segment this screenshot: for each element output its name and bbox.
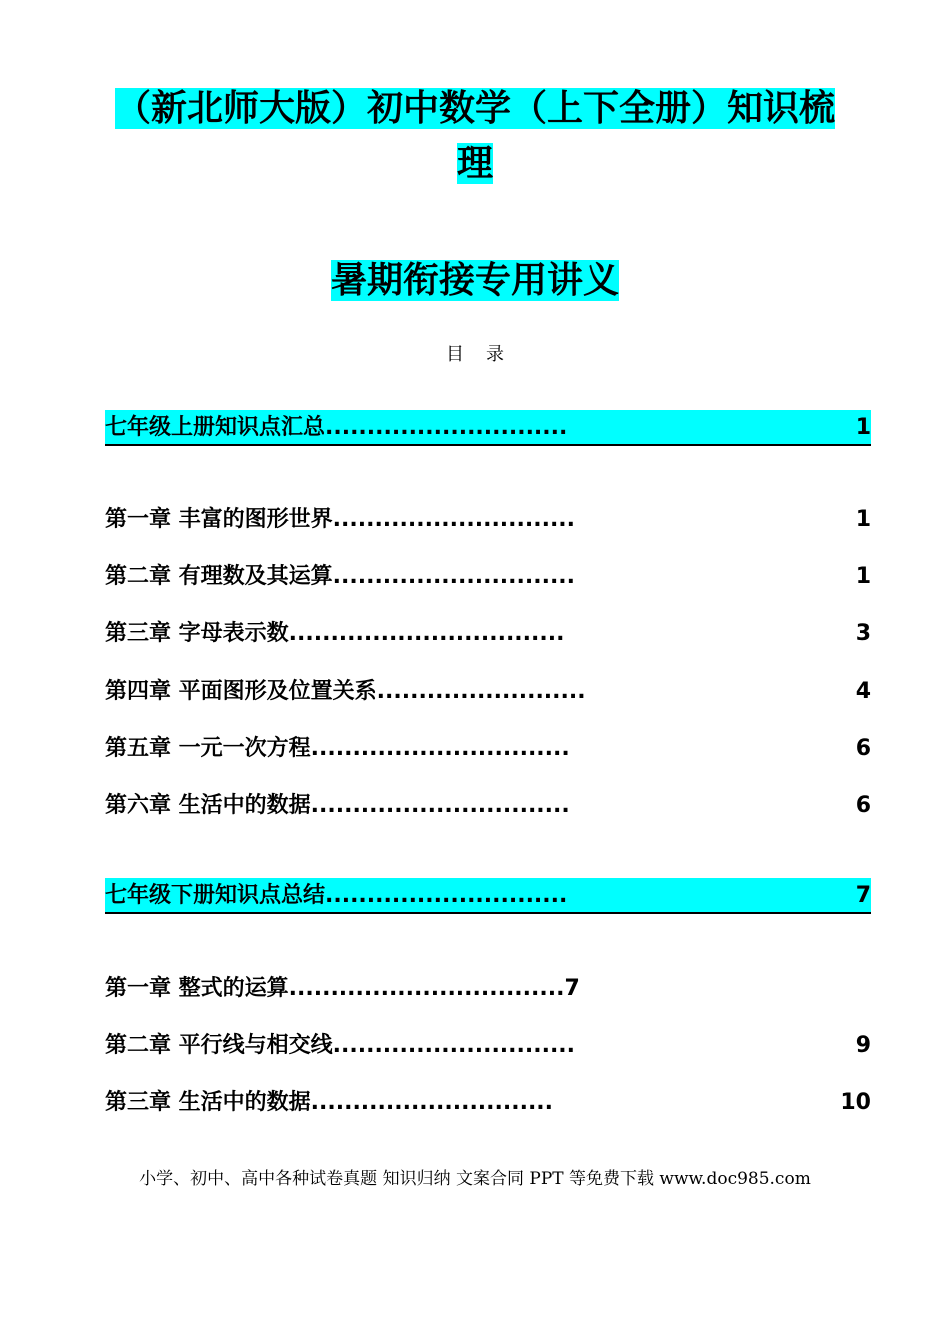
subtitle-text: 暑期衔接专用讲义 bbox=[330, 260, 619, 301]
toc-entry-text: 第五章 一元一次方程............................... bbox=[105, 736, 570, 761]
toc-entry-text: 七年级上册知识点汇总............................. bbox=[105, 415, 568, 440]
toc-item[interactable] bbox=[105, 616, 871, 652]
document-title-line-2 bbox=[0, 141, 950, 187]
toc-item[interactable] bbox=[105, 731, 871, 767]
toc-item[interactable] bbox=[105, 788, 871, 824]
title-text-1: （新北师大版）初中数学（上下全册）知识梳 bbox=[114, 88, 835, 129]
toc-item[interactable] bbox=[105, 1028, 871, 1064]
toc-page-number: 1 bbox=[855, 415, 871, 440]
toc-entry-text: 第二章 平行线与相交线............................. bbox=[105, 1033, 576, 1058]
toc-entry-text: 第三章 生活中的数据............................. bbox=[105, 1090, 554, 1115]
toc-item[interactable] bbox=[105, 1085, 871, 1121]
toc-page-number: 4 bbox=[855, 679, 871, 704]
toc-item[interactable] bbox=[105, 674, 871, 710]
toc-entry-text: 第二章 有理数及其运算............................. bbox=[105, 564, 576, 589]
toc-item[interactable] bbox=[105, 502, 871, 538]
toc-section-grade7-first[interactable] bbox=[105, 410, 871, 446]
document-subtitle bbox=[0, 256, 950, 306]
toc-entry-text: 第一章 整式的运算.................................7 bbox=[105, 976, 580, 1001]
toc-heading: 目录 bbox=[446, 344, 526, 365]
toc-page-number: 6 bbox=[855, 793, 871, 818]
toc-page-number: 7 bbox=[855, 883, 871, 908]
toc-section-grade7-second[interactable] bbox=[105, 878, 871, 914]
toc-item[interactable] bbox=[105, 971, 871, 1007]
toc-page-number: 1 bbox=[855, 507, 871, 532]
toc-page-number: 3 bbox=[855, 621, 871, 646]
toc-page-number: 9 bbox=[855, 1033, 871, 1058]
toc-page-number: 10 bbox=[840, 1090, 871, 1115]
toc-entry-text: 第六章 生活中的数据............................... bbox=[105, 793, 570, 818]
document-title-line-1 bbox=[0, 86, 950, 132]
title-text-2: 理 bbox=[456, 143, 493, 184]
toc-entry-text: 第三章 字母表示数................................. bbox=[105, 621, 565, 646]
page-footer: 小学、初中、高中各种试卷真题 知识归纳 文案合同 PPT 等免费下载 www.doc985.com bbox=[139, 1169, 811, 1189]
toc-page-number: 6 bbox=[855, 736, 871, 761]
toc-page-number: 1 bbox=[855, 564, 871, 589]
toc-item[interactable] bbox=[105, 559, 871, 595]
toc-entry-text: 第四章 平面图形及位置关系......................... bbox=[105, 679, 586, 704]
toc-entry-text: 七年级下册知识点总结............................. bbox=[105, 883, 568, 908]
toc-entry-text: 第一章 丰富的图形世界............................. bbox=[105, 507, 576, 532]
